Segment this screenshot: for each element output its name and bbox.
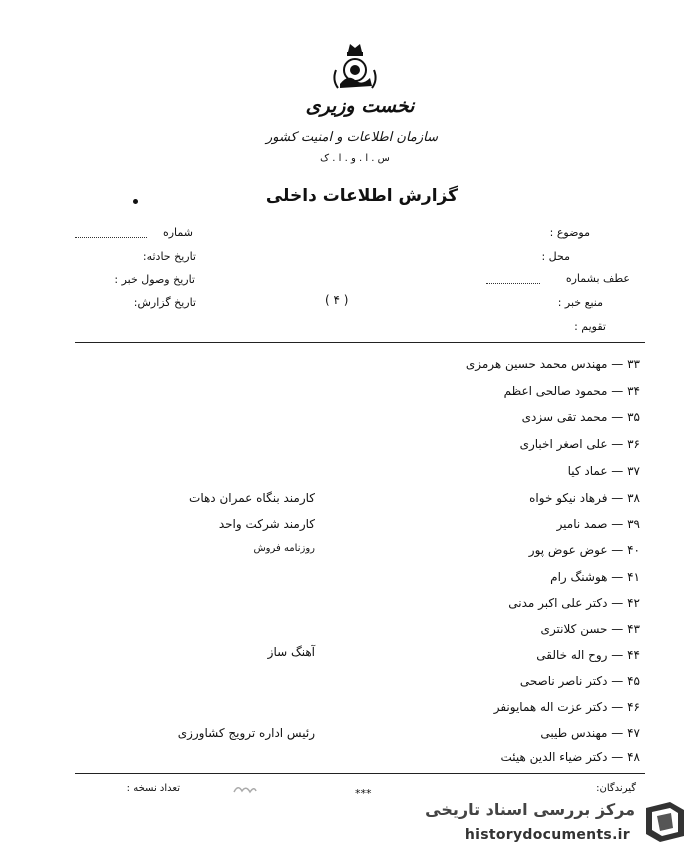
history-documents-logo-icon: [640, 800, 690, 844]
list-item-47: ۴۷ — مهندس طیبی: [540, 726, 640, 740]
list-item-42: ۴۲ — دکتر علی اکبر مدنی: [508, 596, 640, 610]
report-date-label: تاریخ گزارش:: [133, 296, 196, 309]
classification-stars: ***: [355, 787, 372, 800]
lion-and-sun-emblem-icon: [330, 40, 380, 94]
list-item-45: ۴۵ — دکتر ناصر ناصحی: [519, 674, 640, 688]
list-item-48: ۴۸ — دکتر ضیاء الدین هیئت: [500, 750, 640, 764]
watermark-persian-text: مرکز بررسی اسناد تاریخی: [425, 800, 635, 819]
list-item-38-role: کارمند بنگاه عمران دهات: [189, 491, 315, 505]
calendar-label: تقویم :: [574, 320, 606, 333]
report-title: گزارش اطلاعات داخلی: [265, 186, 458, 206]
event-date-label: تاریخ حادثه:: [142, 250, 196, 263]
top-divider: [75, 342, 645, 343]
ministry-heading: نخست وزیری: [305, 95, 415, 117]
list-item-39: ۳۹ — صمد نامیر: [556, 517, 640, 531]
watermark-url: historydocuments.ir: [464, 827, 630, 843]
number-label: شماره: [162, 226, 193, 239]
received-date-label: تاریخ وصول خبر :: [114, 273, 195, 286]
bottom-divider: [75, 773, 645, 774]
list-item-38: ۳۸ — فرهاد نیکو خواه: [529, 491, 640, 505]
list-item-35: ۳۵ — محمد تقی سزدی: [521, 410, 640, 424]
list-item-37: ۳۷ — عماد کیا: [567, 464, 640, 478]
ink-dot: [133, 199, 138, 204]
list-item-43: ۴۳ — حسن کلانتری: [540, 622, 640, 636]
list-item-44-role: آهنگ ساز: [267, 645, 315, 659]
recipients-label: گیرندگان:: [596, 783, 636, 794]
ref-number-label: عطف بشماره: [565, 272, 630, 285]
list-item-46: ۴۶ — دکتر عزت اله همایونفر: [493, 700, 640, 714]
ink-smudge-icon: [232, 782, 258, 796]
list-item-36: ۳۶ — علی اصغر اخباری: [519, 437, 640, 451]
organization-abbreviation: س . ا . و . ا . ک: [320, 153, 390, 164]
list-item-40: ۴۰ — عوض عوض پور: [528, 543, 640, 557]
ref-number-dots: [486, 283, 540, 284]
list-item-41: ۴۱ — هوشنگ رام: [550, 570, 640, 584]
list-item-33: ۳۳ — مهندس محمد حسین هرمزی: [465, 357, 640, 371]
list-item-47-role: رئیس اداره ترویج کشاورزی: [177, 726, 315, 740]
list-item-34: ۳۴ — محمود صالحی اعظم: [503, 384, 640, 398]
subject-label: موضوع :: [549, 226, 590, 239]
list-item-40-role: روزنامه فروش: [253, 543, 315, 554]
list-item-44: ۴۴ — روح اله خالقی: [536, 648, 640, 662]
place-label: محل :: [541, 250, 570, 263]
source-label: منبع خبر :: [557, 296, 603, 309]
copies-label: تعداد نسخه :: [126, 783, 180, 794]
number-dots: [75, 237, 147, 238]
list-item-39-role: کارمند شرکت واحد: [218, 517, 315, 531]
organization-heading: سازمان اطلاعات و امنیت کشور: [265, 130, 439, 145]
source-value: ( ۴ ): [325, 293, 349, 307]
